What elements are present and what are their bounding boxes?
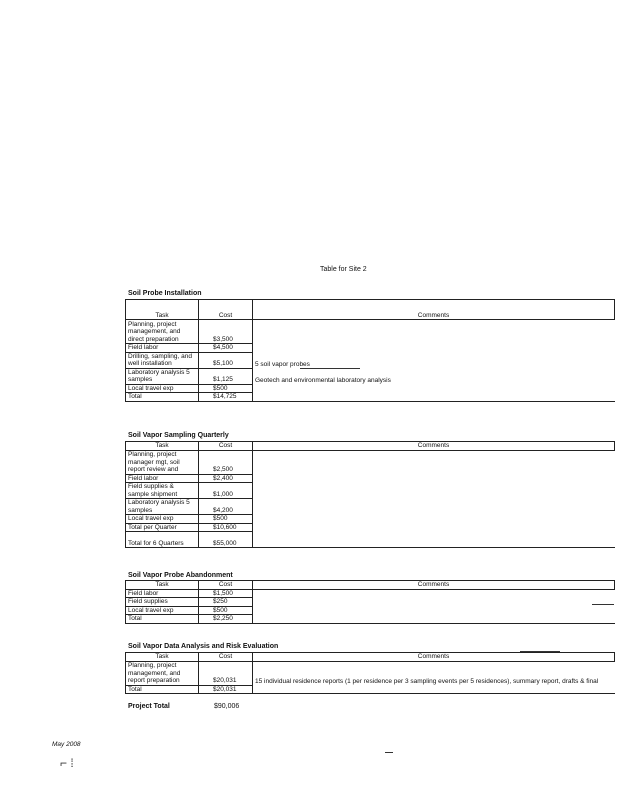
table-row: Planning, project management, and direct preparation $3,500 xyxy=(126,320,615,344)
table-row: Laboratory analysis 5 samples $4,200 xyxy=(126,499,615,515)
table-row: Total per Quarter $10,600 xyxy=(126,523,615,532)
header-cost: Cost xyxy=(199,653,253,662)
table-row: Field labor $1,500 xyxy=(126,589,615,598)
project-total-label: Project Total xyxy=(128,703,170,710)
page-title: Table for Site 2 xyxy=(320,266,367,273)
header-task: Task xyxy=(126,581,199,590)
table-row: Total $14,725 xyxy=(126,393,615,402)
table-row: Total for 6 Quarters $55,000 xyxy=(126,532,615,548)
header-cost: Cost xyxy=(199,442,253,451)
table-row: Total $20,031 xyxy=(126,685,615,694)
table-soil-vapor-sampling xyxy=(125,441,615,548)
table-row: Drilling, sampling, and well installation $5,100 5 soil vapor probes xyxy=(126,352,615,368)
scan-artifact-line xyxy=(300,368,360,369)
header-cost: Cost xyxy=(199,581,253,590)
header-comments: Comments xyxy=(253,442,615,451)
header-comments: Comments xyxy=(253,300,615,320)
header-comments: Comments xyxy=(253,653,615,662)
table-row: Field supplies & sample shipment $1,000 xyxy=(126,483,615,499)
table-soil-vapor-probe-abandonment xyxy=(125,580,615,624)
table-soil-probe-installation xyxy=(125,299,615,402)
table-row: Field labor $2,400 xyxy=(126,474,615,483)
scan-artifact-line xyxy=(592,604,614,605)
header-comments: Comments xyxy=(253,581,615,590)
scan-mark-icon: ⌐ ⁞ xyxy=(60,756,74,770)
document-date: May 2008 xyxy=(52,741,81,748)
section-title-soil-vapor-probe-abandonment: Soil Vapor Probe Abandonment xyxy=(128,572,233,579)
header-cost: Cost xyxy=(199,300,253,320)
scan-artifact-line xyxy=(385,752,393,753)
section-title-soil-vapor-sampling: Soil Vapor Sampling Quarterly xyxy=(128,432,229,439)
scan-artifact-line xyxy=(520,651,560,652)
table-row: Local travel exp $500 xyxy=(126,384,615,393)
header-task: Task xyxy=(126,653,199,662)
table-row: Planning, project manager mgt, soil report review and $2,500 xyxy=(126,450,615,474)
table-row: Total $2,250 xyxy=(126,615,615,624)
table-row: Local travel exp $500 xyxy=(126,606,615,615)
table-row: Laboratory analysis 5 samples $1,125 Geotech and environmental laboratory analysis xyxy=(126,368,615,384)
table-data-analysis-risk-evaluation xyxy=(125,652,615,694)
table-row: Planning, project management, and report preparation $20,031 15 individual residence reports (1 per residence per 3 sampling events per 5 residences), summary report, drafts & final xyxy=(126,661,615,685)
header-task: Task xyxy=(126,442,199,451)
table-row: Field labor $4,500 xyxy=(126,344,615,353)
table-row: Field supplies $250 xyxy=(126,598,615,607)
table-row: Local travel exp $500 xyxy=(126,515,615,524)
project-total-value: $90,006 xyxy=(214,703,240,710)
scan-artifact-line xyxy=(280,580,300,581)
section-title-data-analysis-risk-evaluation: Soil Vapor Data Analysis and Risk Evaluation xyxy=(128,643,279,650)
section-title-soil-probe-installation: Soil Probe Installation xyxy=(128,290,202,297)
header-task: Task xyxy=(126,300,199,320)
